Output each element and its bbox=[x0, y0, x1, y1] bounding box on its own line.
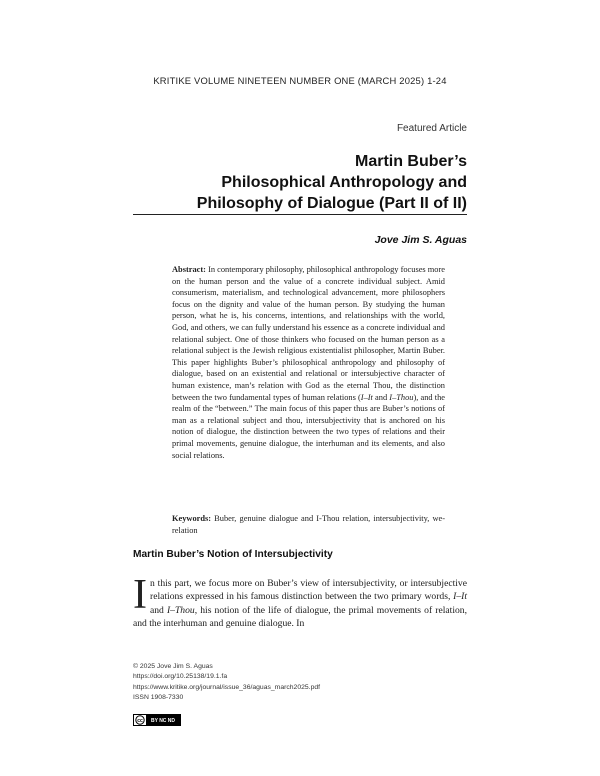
keywords-label: Keywords: bbox=[172, 514, 212, 523]
abstract-text-1: In contemporary philosophy, philosophical anthropology focuses more on the human person and the value of a concrete individual subject. Amid consumerism, materialism, and technological advancement, more philosophers focus on the dignity and value of the human person. By studying the human person, what he is, his concerns, intentions, and relationships with the world, God, and others, we can fully understand his essence as a concrete individual and relational subject. One of those thinkers who focused on the human person as a relational subject is the Jewish religious existentialist philosopher, Martin Buber. This paper highlights Buber’s philosophical anthropology and philosophy of dialogue, based on an existential and relational or intersubjective character of human existence, man’s relation with God as the eternal Thou, the distinction between the two fundamental types of human relations ( bbox=[172, 265, 445, 402]
cc-license-badge-icon[interactable] bbox=[133, 714, 181, 726]
section-heading: Martin Buber’s Notion of Intersubjectivity bbox=[133, 549, 333, 560]
abstract-italic-2: I–Thou bbox=[389, 392, 414, 402]
body-text-2: and bbox=[150, 604, 167, 616]
journal-running-header: KRITIKE VOLUME NINETEEN NUMBER ONE (MARCH 2025) 1-24 bbox=[153, 75, 447, 86]
title-line-1: Martin Buber’s bbox=[354, 153, 467, 170]
abstract-label: Abstract: bbox=[172, 265, 206, 274]
body-italic-1: I–It bbox=[453, 591, 467, 603]
article-title bbox=[197, 151, 467, 214]
body-italic-2: I–Thou bbox=[166, 604, 195, 616]
title-underline-rule bbox=[133, 214, 467, 215]
svg-text:cc: cc bbox=[137, 718, 143, 725]
keywords-block bbox=[172, 513, 445, 537]
keywords-text: Buber, genuine dialogue and I-Thou relation, intersubjectivity, we-relation bbox=[172, 514, 445, 535]
title-line-2: Philosophical Anthropology and bbox=[221, 174, 467, 191]
abstract-text-3: ), and the realm of the “between.” The main focus of this paper thus are Buber’s notions of man as a relational subject and thou, intersubjectivity that is anchored on his notion of dialogue, the distinction between the two types of relations and their primal movements, genuine dialogue, the interhuman and its elements, and also social relations. bbox=[172, 392, 445, 460]
abstract-italic-1: I–It bbox=[360, 392, 373, 402]
article-footer bbox=[133, 662, 320, 704]
body-text-3: , his notion of the life of dialogue, the primal movements of relation, and the interhuman and genuine dialogue. In bbox=[133, 604, 467, 629]
doi-link[interactable]: https://doi.org/10.25138/19.1.fa bbox=[133, 673, 228, 681]
issn-line: ISSN 1908-7330 bbox=[133, 694, 184, 702]
copyright-line: © 2025 Jove Jim S. Aguas bbox=[133, 663, 213, 670]
body-paragraph bbox=[133, 572, 467, 630]
license-badge-text: BY NC ND bbox=[150, 718, 176, 724]
abstract-text-2: and bbox=[372, 392, 390, 402]
author-name: Jove Jim S. Aguas bbox=[374, 234, 467, 246]
title-line-3: Philosophy of Dialogue (Part II of II) bbox=[196, 195, 467, 212]
drop-cap: I bbox=[133, 572, 147, 618]
abstract-block bbox=[172, 264, 445, 461]
article-url-link[interactable]: https://www.kritike.org/journal/issue_36/aguas_march2025.pdf bbox=[133, 683, 321, 691]
body-text-1: n this part, we focus more on Buber’s view of intersubjectivity, or intersubjective relations expressed in his famous distinction between the two primary words, bbox=[150, 578, 467, 603]
featured-article-label: Featured Article bbox=[396, 123, 467, 134]
